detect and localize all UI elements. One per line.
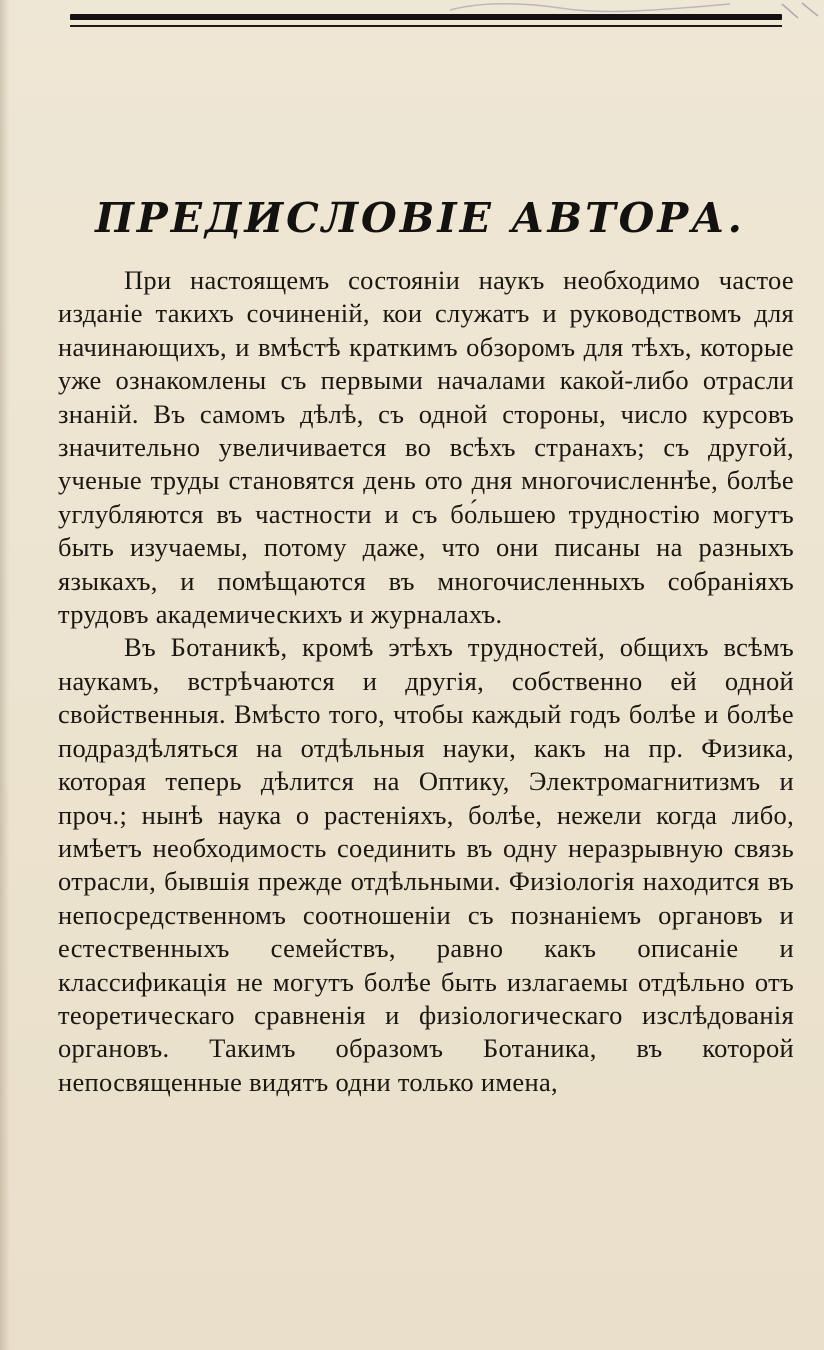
faded-stamp-mark: [440, 0, 740, 14]
page-binding-shadow: [0, 0, 10, 1350]
header-rule-thick: [70, 14, 782, 20]
paragraph-2: Въ Ботаникѣ, кромѣ этѣхъ трудностей, общихъ всѣмъ наукамъ, встрѣчаются и другія, собственно ей одной свойственныя. Вмѣсто того, чтобы каждый годъ болѣе и болѣе подраздѣляться на отдѣльныя науки, какъ на пр. Физика, которая теперь дѣлится на Оптику, Электромагнитизмъ и проч.; нынѣ наука о растеніяхъ, болѣе, нежели когда либо, имѣетъ необходимость соединить въ одну неразрывную связь отрасли, бывшія прежде отдѣльными. Физіологія находится въ непосредственномъ соотношеніи съ познаніемъ органовъ и естественныхъ семействъ, равно какъ описаніе и классификація не могутъ болѣе быть излагаемы отдѣльно отъ теоретическаго сравненія и физіологическаго изслѣдованія органовъ. Такимъ образомъ Ботаника, въ которой непосвященные видятъ одни только имена,: [58, 632, 794, 1097]
paragraph-1: При настоящемъ состояніи наукъ необходимо частое изданіе такихъ сочиненій, кои служатъ и руководствомъ для начинающихъ, и вмѣстѣ краткимъ обзоромъ для тѣхъ, которые уже ознакомлены съ первыми началами какой-либо отрасли знаній. Въ самомъ дѣлѣ, съ одной стороны, число курсовъ значительно увеличивается во всѣхъ странахъ; съ другой, ученые труды становятся день ото дня многочисленнѣе, болѣе углубляются въ частности и съ бо́льшею трудностію могутъ быть изучаемы, потому даже, что они писаны на разныхъ языкахъ, и помѣщаются въ многочисленныхъ собраніяхъ трудовъ академическихъ и журналахъ.: [58, 265, 794, 630]
library-mark: [778, 0, 824, 22]
page-title: ПРЕДИСЛОВІЕ АВТОРА.: [95, 194, 745, 242]
body-text: [58, 264, 794, 1099]
header-rule-thin: [70, 25, 782, 27]
